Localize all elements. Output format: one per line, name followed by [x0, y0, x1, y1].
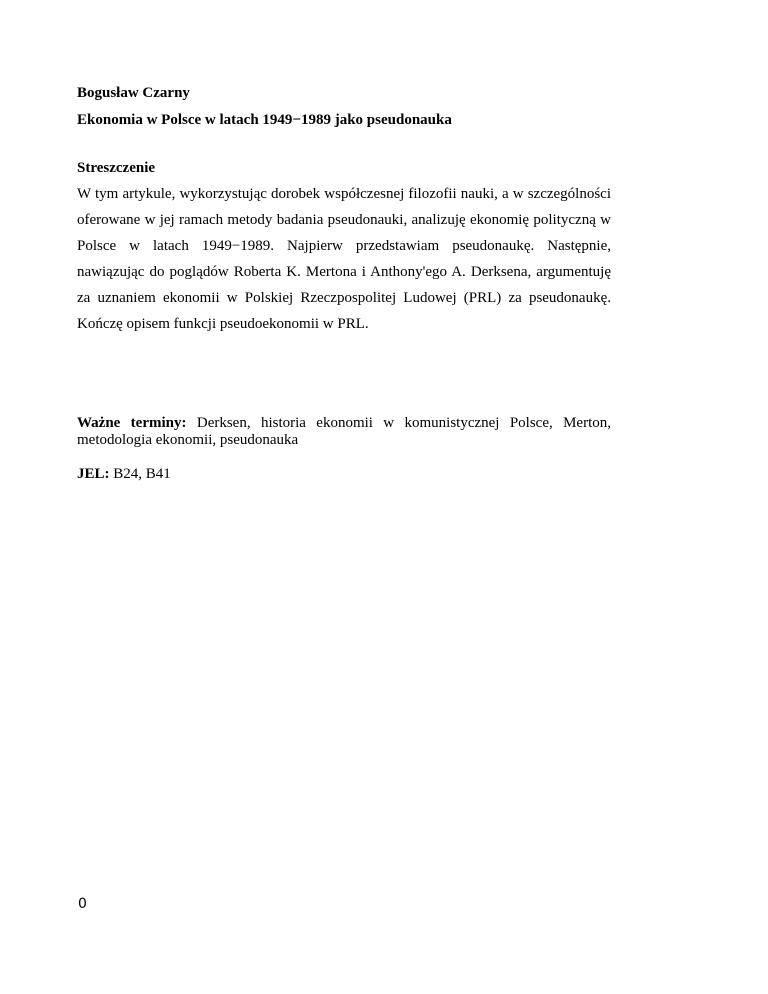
article-title: Ekonomia w Polsce w latach 1949−1989 jako pseudonauka: [77, 112, 452, 128]
abstract-body: W tym artykule, wykorzystując dorobek współczesnej filozofii nauki, a w szczególności oferowane w jej ramach metody badania pseudonauki, analizuję ekonomię polityczną w Polsce w latach 1949−1989. Najpierw przedstawiam pseudonaukę. Następnie, nawiązując do poglądów Roberta K. Mertona i Anthony'ego A. Derksena, argumentuję za uznaniem ekonomii w Polskiej Rzeczpospolitej Ludowej (PRL) za pseudonaukę. Kończę opisem funkcji pseudoekonomii w PRL.: [77, 186, 611, 332]
jel-label: JEL:: [77, 466, 110, 482]
keywords-text: Derksen, historia ekonomii w komunistycznej Polsce, Merton, metodologia ekonomii, pseudonauka: [77, 415, 611, 448]
jel-classification: [77, 465, 171, 483]
keywords-paragraph: [77, 415, 611, 449]
page-number: 0: [78, 896, 87, 912]
jel-codes: B24, B41: [113, 466, 171, 482]
keywords-label: Ważne terminy:: [77, 415, 187, 431]
author-name: Bogusław Czarny: [77, 85, 190, 101]
abstract-heading: Streszczenie: [77, 160, 156, 176]
